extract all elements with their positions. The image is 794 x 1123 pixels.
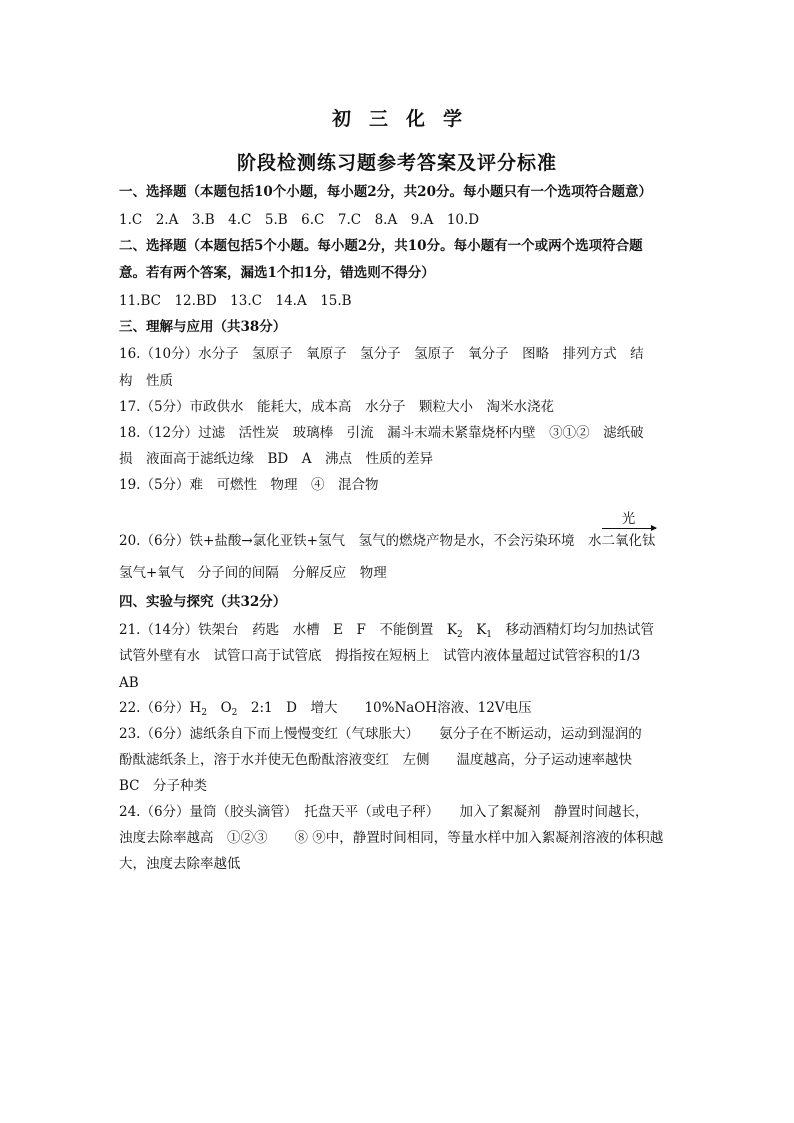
answer-18: 18.（12分）过滤 活性炭 玻璃棒 引流 漏斗末端未紧靠烧杯内壁 ③①② 滤纸破	[119, 425, 644, 441]
answer-20	[119, 511, 689, 550]
subscript: 2	[456, 630, 463, 640]
answer-21	[119, 621, 689, 644]
answer-20-text: 20.（6分）铁+盐酸→氯化亚铁+氢气 氢气的燃烧产物是水，不会污染环境 水	[119, 533, 602, 549]
section-2-heading-cont: 意。若有两个答案，漏选1个扣1分，错选则不得分）	[119, 265, 435, 281]
section-4-heading: 四、实验与探究（共32分）	[119, 594, 287, 610]
reaction-condition	[601, 511, 656, 550]
answer-21-cont: 试管外壁有水 试管口高于试管底 拇指按在短柄上 试管内液体量超过试管容积的1/3	[119, 648, 641, 664]
answer-20-cont: 氢气+氧气 分子间的间隔 分解反应 物理	[119, 565, 387, 581]
subscript: 1	[486, 630, 493, 640]
answer-21-cont-2: AB	[119, 675, 139, 691]
answer-21-text: 21.（14分）铁架台 药匙 水槽 E F 不能倒置 K	[119, 622, 457, 638]
answer-17: 17.（5分）市政供水 能耗大，成本高 水分子 颗粒大小 淘米水浇花	[119, 399, 555, 415]
reaction-arrow-icon	[602, 528, 656, 529]
answer-22-text: 22.（6分）H	[119, 700, 202, 716]
answer-16: 16.（10分）水分子 氢原子 氧原子 氢分子 氢原子 氧分子 图略 排列方式 结	[119, 346, 644, 362]
answer-21-text: 移动酒精灯均匀加热试管	[492, 622, 655, 638]
page-title: 初三化学	[331, 108, 480, 130]
reaction-condition-top: 光	[621, 511, 636, 527]
section-2-heading: 二、选择题（本题包括5个小题。每小题2分，共10分。每小题有一个或两个选项符合题	[119, 238, 643, 254]
section-1-heading: 一、选择题（本题包括10个小题，每小题2分，共20分。每小题只有一个选项符合题意）	[119, 184, 652, 200]
answer-24-cont: 浊度去除率越高 ①②③ ⑧ ⑨中，静置时间相同，等量水样中加入絮凝剂溶液的体积越	[119, 830, 664, 846]
answer-24: 24.（6分）量筒（胶头滴管） 托盘天平（或电子秤） 加入了絮凝剂 静置时间越长，	[119, 804, 649, 820]
answer-23-cont: 酚酞滤纸条上，溶于水并使无色酚酞溶液变红 左侧 温度越高，分子运动速率越快	[119, 752, 632, 768]
answer-23-cont-2: BC 分子种类	[119, 778, 208, 794]
answer-23: 23.（6分）滤纸条自下而上慢慢变红（气球胀大） 氨分子在不断运动，运动到湿润的	[119, 726, 642, 742]
answer-22-text: O	[207, 700, 232, 716]
answer-21-text: K	[462, 622, 487, 638]
answer-16-cont: 构 性质	[119, 373, 173, 389]
answer-18-cont: 损 液面高于滤纸边缘 BD A 沸点 性质的差异	[119, 451, 433, 467]
subscript: 2	[201, 708, 208, 718]
page-subtitle: 阶段检测练习题参考答案及评分标准	[236, 152, 557, 174]
section-1-answers: 1.C 2.A 3.B 4.C 5.B 6.C 7.C 8.A 9.A 10.D	[119, 212, 480, 228]
answer-19: 19.（5分）难 可燃性 物理 ④ 混合物	[119, 477, 379, 493]
section-2-answers: 11.BC 12.BD 13.C 14.A 15.B	[119, 293, 352, 309]
subscript: 2	[231, 708, 238, 718]
section-3-heading: 三、理解与应用（共38分）	[119, 319, 287, 335]
answer-22	[119, 699, 689, 722]
answer-24-cont-2: 大，浊度去除率越低	[119, 856, 241, 872]
reaction-condition-bottom: 二氧化钛	[601, 533, 656, 549]
answer-22-text: 2:1 D 增大 10%NaOH溶液、12V电压	[237, 700, 532, 716]
